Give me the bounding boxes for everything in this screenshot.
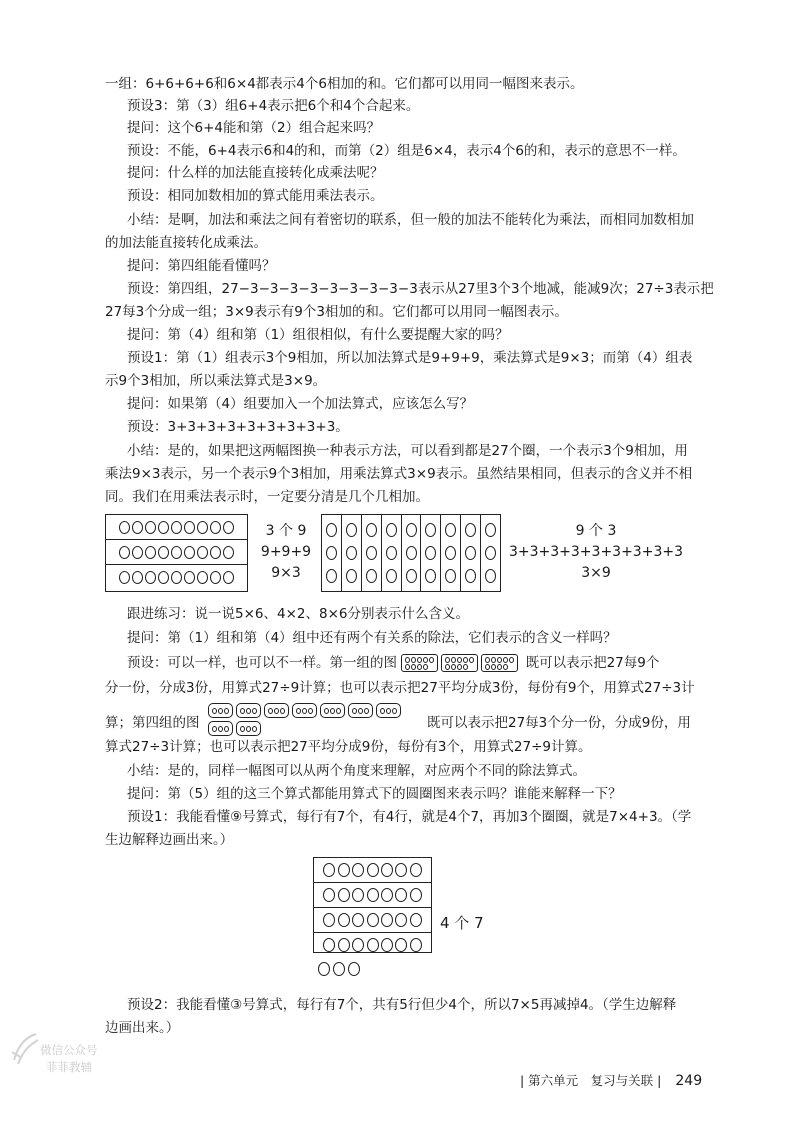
- group-of-3-icon: [208, 721, 233, 736]
- watermark-logo-icon: [10, 1030, 40, 1070]
- text-line: 同。我们在用乘法表示时，一定要分清是几个几相加。: [105, 489, 429, 505]
- text-line: 提问：第（1）组和第（4）组中还有两个有关系的除法，它们表示的含义一样吗？: [127, 630, 617, 646]
- text-line: 预设：第四组，27−3−3−3−3−3−3−3−3−3表示从27里3个3个地减，能减9次；27÷3表示把: [127, 281, 714, 297]
- text-line: 分一份，分成3份，用算式27÷9计算；也可以表示把27平均分成3份，每份有9个，用算式27÷3计: [105, 680, 695, 696]
- text-line: 预设：不能，6+4表示6和4的和，而第（2）组是6×4，表示4个6的和，表示的意思不一样。: [127, 143, 686, 159]
- text-line: 提问：如果第（4）组要加入一个加法算式，应该怎么写？: [127, 396, 474, 412]
- unit-title: | 第六单元 复习与关联 |: [520, 1073, 662, 1088]
- caption-line: 3+3+3+3+3+3+3+3+3: [508, 544, 683, 560]
- text-line: 一组：6+6+6+6和6×4都表示4个6相加的和。它们都可以用同一幅图来表示。: [105, 76, 584, 92]
- extra-three-circles: [318, 962, 360, 976]
- text-line: 预设1：我能看懂⑨号算式，每行有7个，有4行，就是4个7，再加3个圈圈，就是7×4+3。（学: [127, 809, 692, 825]
- text-line: 预设1：第（1）组表示3个9相加，所以加法算式是9+9+9，乘法算式是9×3；而第（4）组表: [127, 350, 693, 366]
- caption-line: 9 个 3: [575, 523, 617, 539]
- caption-line: 9+9+9: [260, 544, 312, 560]
- group-of-9-icon: [481, 654, 518, 672]
- caption-line: 3 个 9: [265, 523, 307, 539]
- text-line: 提问：第四组能看懂吗？: [127, 258, 276, 274]
- group-of-3-icon: [264, 703, 289, 718]
- figure-2-caption: [503, 521, 689, 584]
- text-line: 27每3个分成一组；3×9表示有9个3相加的和。它们都可以用同一幅图表示。: [105, 304, 568, 320]
- text-line: 预设3：第（3）组6+4表示把6个和4个合起来。: [127, 98, 420, 114]
- figure-3-caption: 4 个 7: [440, 914, 484, 932]
- text-span: 既可以表示把27每9个: [525, 655, 660, 671]
- text-line: 的加法能直接转化成乘法。: [105, 235, 267, 251]
- circle-figure-4x7: [313, 857, 432, 953]
- page-number: 249: [675, 1073, 703, 1089]
- text-line: 算；第四组的图: [105, 715, 200, 731]
- groups-of-3-figure: [208, 700, 423, 732]
- text-line: 提问：这个6+4能和第（2）组合起来吗？: [127, 120, 381, 136]
- text-line: 既可以表示把27每3个分一份，分成9份，用: [427, 715, 691, 731]
- group-of-3-icon: [292, 703, 317, 718]
- group-of-3-icon: [376, 703, 401, 718]
- group-of-3-icon: [236, 703, 261, 718]
- group-of-9-icon: [401, 654, 438, 672]
- group-of-3-icon: [208, 703, 233, 718]
- text-line: 边画出来。）: [105, 1020, 180, 1036]
- text-line: 小结：是的，同样一幅图可以从两个角度来理解，对应两个不同的除法算式。: [127, 763, 586, 779]
- text-line: 预设：3+3+3+3+3+3+3+3+3。: [127, 419, 349, 435]
- text-span: 预设：可以一样，也可以不一样。第一组的图: [127, 655, 397, 671]
- text-line: 乘法9×3表示，另一个表示9个3相加，用乘法算式3×9表示。虽然结果相同，但表示的含义并不相: [105, 466, 693, 482]
- circle-figure-9x3: [321, 514, 501, 592]
- text-line: 提问：第（4）组和第（1）组很相似，有什么要提醒大家的吗？: [127, 327, 509, 343]
- figure-1-caption: [255, 521, 317, 584]
- watermark-text: 菲菲教辅: [46, 1060, 92, 1074]
- text-line: 算式27÷3计算；也可以表示把27平均分成9份，每份有3个，用算式27÷9计算。: [105, 739, 592, 755]
- group-of-3-icon: [348, 703, 373, 718]
- circle-figure-3x9: [105, 514, 248, 592]
- text-line: 提问：什么样的加法能直接转化成乘法呢？: [127, 165, 384, 181]
- text-line: 跟进练习：说一说5×6、4×2、8×6分别表示什么含义。: [127, 606, 469, 622]
- caption-line: 3×9: [581, 565, 611, 581]
- text-line: 小结：是的，如果把这两幅图换一种表示方法，可以看到都是27个圈，一个表示3个9相加，用: [127, 443, 688, 459]
- group-of-3-icon: [320, 703, 345, 718]
- text-line: 预设2：我能看懂③号算式，每行有7个，共有5行但少4个，所以7×5再减掉4。（学生边解释: [127, 997, 677, 1013]
- page-footer: [520, 1071, 702, 1089]
- group-of-9-icon: [441, 654, 478, 672]
- text-line: [127, 652, 717, 674]
- group-of-3-icon: [236, 721, 261, 736]
- text-line: 小结：是啊，加法和乘法之间有着密切的联系，但一般的加法不能转化为乘法，而相同加数相加: [127, 212, 694, 228]
- text-line: 示9个3相加，所以乘法算式是3×9。: [105, 373, 327, 389]
- text-line: 生边解释边画出来。）: [105, 832, 234, 848]
- text-line: 提问：第（5）组的这三个算式都能用算式下的圆圈图来表示吗？谁能来解释一下？: [127, 786, 622, 802]
- watermark: [8, 1028, 123, 1078]
- caption-line: 9×3: [271, 565, 301, 581]
- text-line: 预设：相同加数相加的算式能用乘法表示。: [127, 188, 384, 204]
- watermark-text: 微信公众号: [40, 1043, 98, 1057]
